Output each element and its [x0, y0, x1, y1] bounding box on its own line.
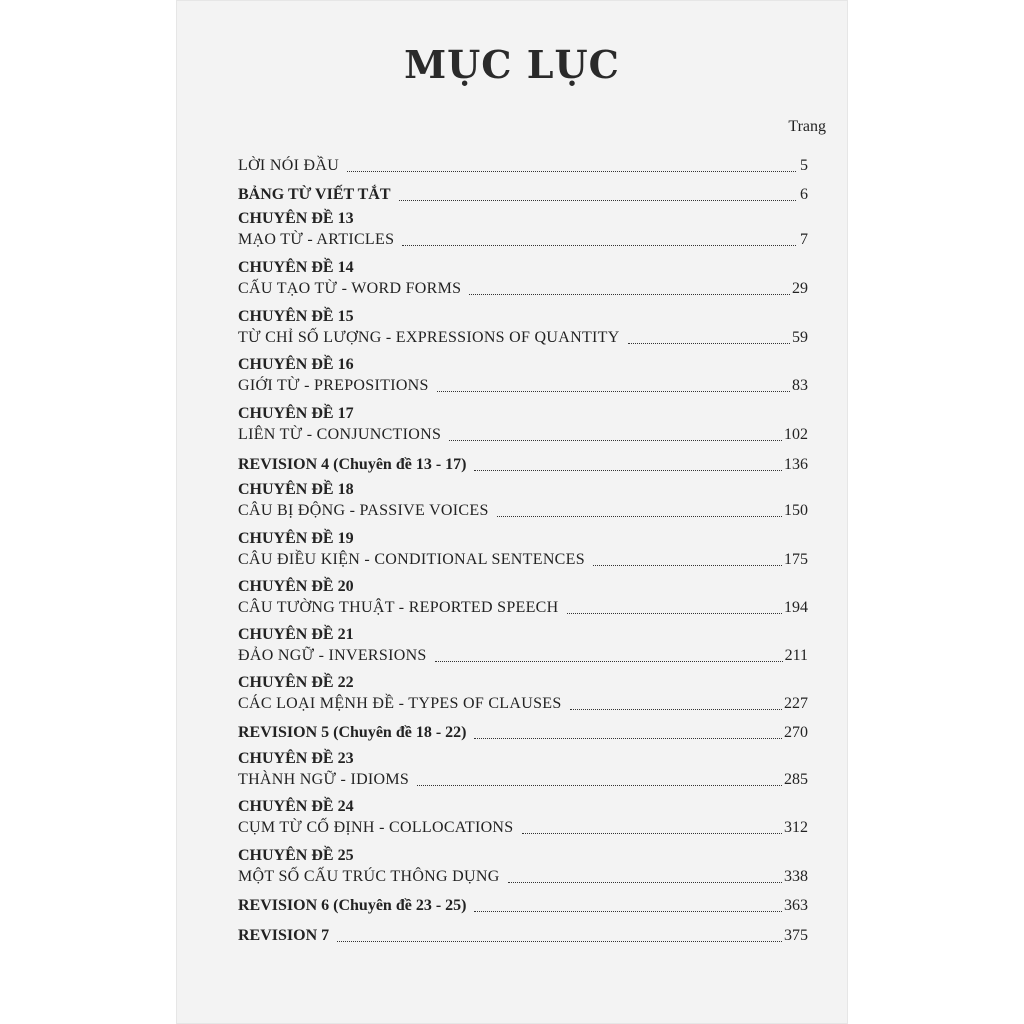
- toc-entry-page: 227: [784, 695, 808, 712]
- dot-leader: [628, 342, 790, 344]
- toc-chapter-heading: CHUYÊN ĐỀ 23: [238, 750, 354, 767]
- toc-entry-page: 194: [784, 599, 808, 616]
- dot-leader: [570, 708, 782, 710]
- book-page: [176, 0, 848, 1024]
- dot-leader: [593, 564, 782, 566]
- toc-entry-page: 363: [784, 897, 808, 914]
- toc-entry-label: BẢNG TỪ VIẾT TẮT: [238, 186, 391, 203]
- toc-entry[interactable]: [238, 529, 808, 569]
- dot-leader: [402, 244, 796, 246]
- toc-chapter-heading: CHUYÊN ĐỀ 20: [238, 578, 354, 595]
- toc-entry-label: GIỚI TỪ - PREPOSITIONS: [238, 377, 429, 394]
- toc-entry[interactable]: [238, 307, 808, 347]
- dot-leader: [497, 515, 782, 517]
- dot-leader: [437, 390, 790, 392]
- dot-leader: [474, 737, 782, 739]
- toc-entry-page: 59: [792, 329, 808, 346]
- toc-entry-page: 7: [800, 231, 808, 248]
- toc-entry-label: LIÊN TỪ - CONJUNCTIONS: [238, 426, 442, 443]
- toc-entry-label: CỤM TỪ CỐ ĐỊNH - COLLOCATIONS: [238, 819, 514, 836]
- toc-chapter-heading: CHUYÊN ĐỀ 14: [238, 259, 354, 276]
- toc-entry[interactable]: [238, 577, 808, 617]
- toc-entry-page: 312: [784, 819, 808, 836]
- toc-entry[interactable]: [238, 184, 808, 204]
- toc-chapter-heading: CHUYÊN ĐỀ 25: [238, 847, 354, 864]
- toc-chapter-heading: CHUYÊN ĐỀ 18: [238, 481, 354, 498]
- toc-entry-label: MẠO TỪ - ARTICLES: [238, 231, 395, 248]
- toc-entry-label: ĐẢO NGỮ - INVERSIONS: [238, 647, 427, 664]
- dot-leader: [508, 881, 782, 883]
- toc-entry-label: CÂU TƯỜNG THUẬT - REPORTED SPEECH: [238, 599, 559, 616]
- toc-entry-label: REVISION 7: [238, 927, 330, 944]
- dot-leader: [474, 910, 782, 912]
- toc-entry[interactable]: [238, 258, 808, 298]
- toc-chapter-heading: CHUYÊN ĐỀ 24: [238, 798, 354, 815]
- page-column-label: Trang: [788, 118, 826, 135]
- toc-entry[interactable]: [238, 722, 808, 742]
- toc-entry-page: 83: [792, 377, 808, 394]
- toc-entry[interactable]: [238, 355, 808, 395]
- toc-entry[interactable]: [238, 155, 808, 175]
- toc-entry-page: 375: [784, 927, 808, 944]
- toc-entry-label: REVISION 5 (Chuyên đề 18 - 22): [238, 724, 467, 741]
- toc-entry[interactable]: [238, 797, 808, 837]
- dot-leader: [435, 660, 783, 662]
- dot-leader: [567, 612, 783, 614]
- dot-leader: [469, 293, 790, 295]
- toc-entry[interactable]: [238, 925, 808, 945]
- toc-entry[interactable]: [238, 404, 808, 444]
- dot-leader: [417, 784, 782, 786]
- dot-leader: [399, 199, 797, 201]
- dot-leader: [522, 832, 783, 834]
- toc-entry[interactable]: [238, 895, 808, 915]
- toc-entry-label: REVISION 4 (Chuyên đề 13 - 17): [238, 456, 467, 473]
- toc-entry-page: 102: [784, 426, 808, 443]
- page-title: MỤC LỤC: [404, 42, 620, 87]
- toc-entry-label: CẤU TẠO TỪ - WORD FORMS: [238, 280, 462, 297]
- toc-entry-label: MỘT SỐ CẤU TRÚC THÔNG DỤNG: [238, 868, 500, 885]
- toc-entry-label: REVISION 6 (Chuyên đề 23 - 25): [238, 897, 467, 914]
- toc-entry-page: 6: [800, 186, 808, 203]
- toc-entry-label: LỜI NÓI ĐẦU: [238, 157, 340, 174]
- toc-entry-page: 150: [784, 502, 808, 519]
- toc-entry-page: 285: [784, 771, 808, 788]
- toc-entry-page: 175: [784, 551, 808, 568]
- toc-entry[interactable]: [238, 846, 808, 886]
- toc-chapter-heading: CHUYÊN ĐỀ 21: [238, 626, 354, 643]
- dot-leader: [474, 469, 782, 471]
- toc-entry[interactable]: [238, 673, 808, 713]
- toc-entry-label: CÂU BỊ ĐỘNG - PASSIVE VOICES: [238, 502, 489, 519]
- toc-chapter-heading: CHUYÊN ĐỀ 13: [238, 210, 354, 227]
- dot-leader: [347, 170, 796, 172]
- toc-entry[interactable]: [238, 625, 808, 665]
- toc-entry-label: TỪ CHỈ SỐ LƯỢNG - EXPRESSIONS OF QUANTITY: [238, 329, 620, 346]
- toc-entry-label: THÀNH NGỮ - IDIOMS: [238, 771, 410, 788]
- toc-entry[interactable]: [238, 209, 808, 249]
- dot-leader: [449, 439, 782, 441]
- dot-leader: [337, 940, 782, 942]
- toc-entry[interactable]: [238, 749, 808, 789]
- toc-entry-label: CÁC LOẠI MỆNH ĐỀ - TYPES OF CLAUSES: [238, 695, 562, 712]
- toc-entry[interactable]: [238, 480, 808, 520]
- toc-entry-label: CÂU ĐIỀU KIỆN - CONDITIONAL SENTENCES: [238, 551, 585, 568]
- toc-chapter-heading: CHUYÊN ĐỀ 16: [238, 356, 354, 373]
- toc-entry-page: 29: [792, 280, 808, 297]
- toc-entry[interactable]: [238, 454, 808, 474]
- toc-chapter-heading: CHUYÊN ĐỀ 19: [238, 530, 354, 547]
- toc-entry-page: 211: [784, 647, 808, 664]
- toc-chapter-heading: CHUYÊN ĐỀ 22: [238, 674, 354, 691]
- toc-chapter-heading: CHUYÊN ĐỀ 17: [238, 405, 354, 422]
- toc-chapter-heading: CHUYÊN ĐỀ 15: [238, 308, 354, 325]
- toc-entry-page: 136: [784, 456, 808, 473]
- toc-entry-page: 270: [784, 724, 808, 741]
- toc-entry-page: 5: [800, 157, 808, 174]
- toc-entry-page: 338: [784, 868, 808, 885]
